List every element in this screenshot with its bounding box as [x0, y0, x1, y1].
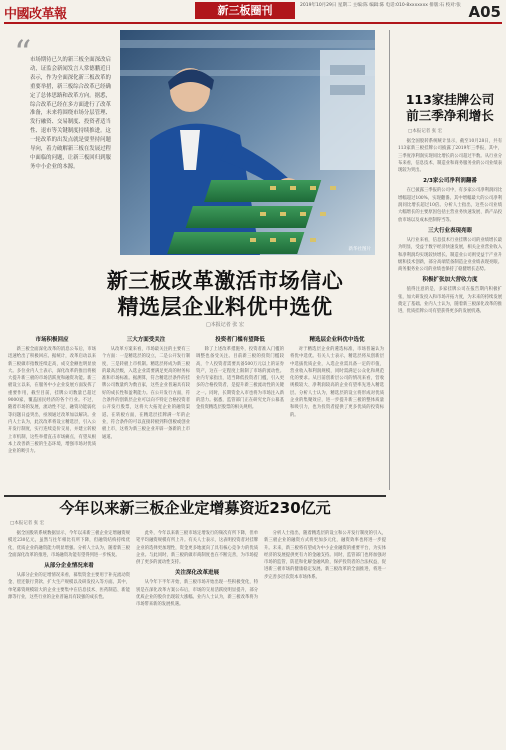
paragraph: 新三板全面深化改革的消息公布后，市场迅速给出了积极回应。据统计，改革启动以来新三板做市指数连续走高，成交金额也明显放大。多位业内人士表示，深化改革的推出将极大提升新三板的市场活跃度和融资功能。新三板设立以来，在服务中小企业发展方面发挥了重要作用，截至目前，挂牌公司数量已超过9000家，覆盖国民经济的各个行业。不过，随着市场的发展，流动性不足、融资功能弱化等问题日益突出，亟须通过改革加以解决。业内人士认为，此次改革将设立精选层，引入公开发行制度，实行连续竞价交易，并建立转板上市机制，这些举措直击市场痛点，有望从根本上改善新三板的生态环境，增强市场对优质企业的吸引力。: [8, 347, 96, 455]
side-headline-line1: 113家挂牌公司: [405, 92, 495, 107]
bottom-article-col-2: [136, 530, 258, 744]
paragraph: 据全国股转系统统计显示，截至10月28日，共有113家新三板挂牌公司披露了2019年三季报，其中，三季度净利润实现同比增长的公司超过半数。从行业分布来看，信息技术、制造业和商务服务业的公司业绩表现较为突出。: [398, 139, 502, 174]
subheading: 关注深化改革进展: [174, 570, 219, 577]
paragraph: 从今年下半年开始，新三板市场开始出现一些积极变化，特别是在深化改革方案公布后，市场的交易活跃度明显提升，部分优质企业的股价出现较大涨幅。业内人士认为，新三板改革将为市场带来新的发展机遇。: [136, 580, 258, 608]
paragraph: 值得注意的是，多家挂牌公司在报告期内积极扩张，加大研发投入和市场开拓力度，为未来的持续发展奠定了基础。业内人士认为，随着新三板深化改革的推进，优质挂牌公司有望获得更多的发展机遇。: [398, 287, 502, 315]
paragraph: 除了上述改革措施外，投资者准入门槛的调整也备受关注。目前新三板的投资门槛较高，个人投资者需要具备500万元以上的证券资产，这在一定程度上限制了市场的流动性。业内专家指出，适当降低投资者门槛，引入更多的合格投资者，是提升新三板流动性的关键之一。同时，长期资金入市也将为市场注入新的活力。据悉，监管部门正在研究允许公募基金投资精选层股票的相关规则。: [196, 347, 284, 411]
paragraph: 从部分企业的定增情况来看，募集资金主要用于补充流动资金、偿还银行贷款、扩大生产规模以及研发投入等方面。其中，单笔募资规模较大的企业主要集中在信息技术、医药制造、新能源等行业，这些行业的企业普遍具有较强的成长性。: [8, 573, 130, 601]
bottom-article-col-1: [8, 530, 130, 744]
intro-quote: [14, 33, 114, 252]
side-byline: □本报记者 张 宏: [408, 129, 443, 134]
feature-photo: [120, 30, 375, 255]
main-article-col-3: [196, 333, 284, 491]
paragraph: 从行业来看，信息技术行业挂牌公司的业绩增长最为明显，受益于数字经济快速发展，相关企业营业收入和净利润均实现较快增长。制造业公司则受益于产业升级和技术创新，部分高端装备制造企业业绩表现亮眼。商务服务业公司的业绩也保持了稳健增长态势。: [398, 237, 502, 273]
side-article-body: [398, 138, 502, 742]
main-byline: □本报记者 张 宏: [206, 322, 244, 328]
main-headline-line1: 新三板改革激活市场信心: [106, 269, 344, 293]
photo-caption: 新华社图片: [348, 247, 371, 252]
bottom-article-col-3: [264, 530, 386, 744]
side-headline: [400, 92, 500, 124]
factory-worker-image: [120, 30, 375, 255]
subheading: 市场积极回应: [35, 337, 69, 343]
quote-mark-icon: “: [14, 33, 32, 73]
bottom-headline: 今年以来新三板企业定增募资近230亿元: [59, 499, 331, 517]
main-article-col-2: [102, 333, 190, 491]
column-rule: [389, 30, 390, 490]
paragraph: 据全国股转系统数据显示，今年以来新三板企业定增融资规模近230亿元，虽然与往年相比有所下降，但融资结构持续优化，优质企业的融资能力明显增强。分析人士认为，随着新三板全面深化改革的推进，市场融资功能有望得到进一步恢复。: [8, 531, 130, 558]
subheading: 2/3家公司净利润翻番: [423, 178, 477, 185]
paragraph: 此外，今年以来新三板市场定增发行的频次有所下降，但单笔平均融资规模有所上升。有关人士表示，这表明投资者对挂牌企业的选择更加理性，资金更多地流向了具有核心竞争力的优质企业。与此同时，新三板的做市商制度也在不断完善，为市场提供了更多的流动性支持。: [136, 531, 258, 566]
section-title: 新三板圈刊: [195, 2, 295, 19]
paragraph: 分析人士指出，随着精选层的设立和公开发行制度的引入，新三板企业的融资方式将更加多元化，融资效率也将进一步提升。未来，新三板将有望成为中小企业融资的重要平台，为实体经济的发展提供更有力的金融支持。同时，监管部门也将加强对市场的监管，防范和化解金融风险，保护投资者的合法权益，促进新三板市场的健康稳定发展。新三板改革的全面推进，将进一步完善多层次资本市场体系。: [264, 531, 386, 580]
subheading: 三大行业表现亮眼: [427, 227, 472, 234]
subheading: 从部分企业情况来看: [44, 563, 94, 570]
subheading: 精选层企业料优中选优: [309, 337, 365, 343]
main-headline: [70, 268, 380, 320]
main-article-col-1: [8, 333, 96, 491]
paragraph: 对于精选层企业的遴选标准，市场普遍认为将优中选优。有关人士表示，精选层将从创新层中选拔优质企业，入选企业需具备一定的市值、营业收入和利润规模，同时需满足公众化和规范化的要求。从目前创新层公司的情况来看，营收规模较大、净利润较高的企业有望率先进入精选层。分析人士认为，精选层的设立将形成对优质企业的集聚效应，进一步提升新三板的整体质量和吸引力，也为投资者提供了更多优质的投资标的。: [290, 347, 384, 418]
newspaper-logo: 中國改革報: [4, 7, 67, 22]
side-headline-line2: 前三季净利增长: [406, 108, 494, 123]
subheading: 三大方面受关注: [126, 337, 166, 343]
issue-meta: 2019年10月29日 星期二 主编:陈 编辑:陈 电话:010-8xxxxxxx 排版:石 校对:张: [300, 3, 461, 8]
paragraph: 从改革方案来看，市场最关注的主要有三个方面：一是精选层的设立，二是公开发行制度，三是转板上市机制。精选层将成为新三板的最高层级，入选企业需要满足更高的财务标准和市场标准。据测算，符合精选层条件的挂牌公司数量约为数百家，这些企业普遍具有较好的成长性和盈利能力。在公开发行方面，符合条件的创新层企业可以向不特定合格投资者公开发行股票，这将大大拓宽企业的融资渠道。在转板方面，在精选层挂牌满一年的企业，符合条件的可以直接转板到科创板或创业板上市，这将为新三板企业开辟一条新的上市通道。: [102, 347, 190, 440]
page-number: A05: [468, 3, 501, 21]
paragraph: 在已披露三季报的公司中，有多家公司净利润同比增幅超过100%，实现翻番。其中增幅最大的公司净利润同比增长超过10倍。分析人士指出，这些公司业绩大幅增长的主要原因包括主营业务快速发展、新产品投放市场以及成本控制得当等。: [398, 188, 502, 223]
subheading: 积极扩张加大营收力度: [422, 277, 478, 284]
main-article-col-4: [290, 333, 384, 491]
masthead: [0, 0, 506, 22]
main-headline-line2: 精选层企业料优中选优: [117, 295, 333, 319]
bottom-byline: □本报记者 张 宏: [10, 521, 45, 526]
subheading: 投资者门槛有望降低: [215, 337, 265, 343]
header-rule: [4, 22, 502, 24]
section-rule: [4, 495, 386, 497]
intro-text: 市场期待已久的新三板全面深改启动，证监会新闻发言人常德鹏近日表示，作为全面深化新三板改革的重要举措，新三板综合改革已经确定了总体思路和改革方向。据悉，综合改革已经在多方面进行了改革准备，未来将围绕市场分层管理、发行融资、交易制度、投资者适当性、退市等关键制度持续推进。这一轮改革的出发点就是要坚持问题导向，着力破解新三板在发展过程中面临的问题，让新三板回归到服务中小企业的本源。: [30, 57, 111, 170]
